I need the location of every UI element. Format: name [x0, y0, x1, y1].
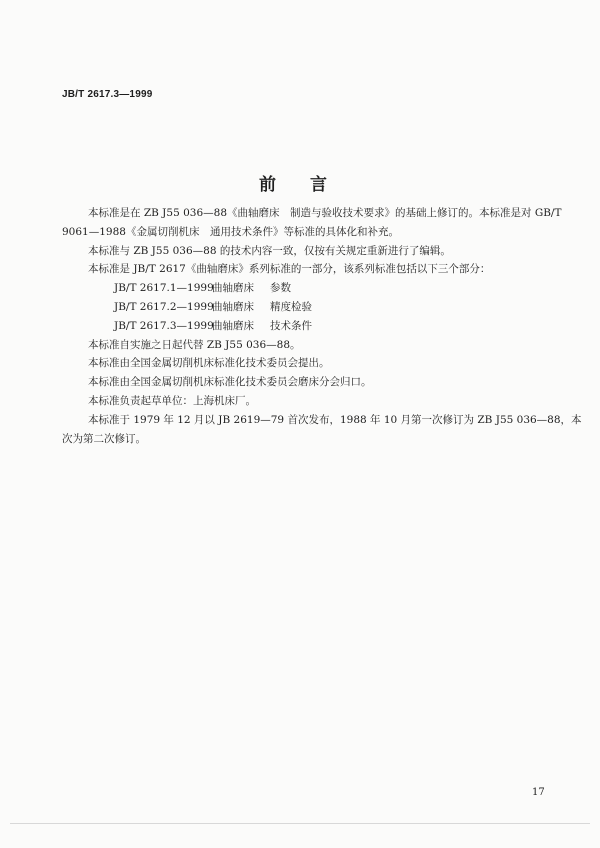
document-code-header: JB/T 2617.3—1999	[62, 89, 153, 100]
list-item	[62, 298, 552, 317]
foreword-body	[62, 204, 582, 448]
paragraph-line: 9061—1988《金属切削机床 通用技术条件》等标准的具体化和补充。	[62, 225, 399, 238]
scan-edge-divider	[10, 823, 590, 824]
paragraph-line: 本标准是在 ZB J55 036—88《曲轴磨床 制造与验收技术要求》的基础上修订的。本标准是对 GB/T	[88, 207, 562, 219]
paragraph-line: 次为第二次修订。	[62, 432, 146, 445]
paragraph-line: 本标准由全国金属切削机床标准化技术委员会提出。	[88, 357, 330, 370]
part-name: 曲轴磨床	[212, 319, 254, 332]
page-number: 17	[532, 787, 545, 798]
part-subtitle: 参数	[270, 282, 291, 295]
part-code: JB/T 2617.1—1999	[114, 282, 214, 295]
part-name: 曲轴磨床	[212, 282, 254, 295]
paragraph-line: 本标准与 ZB J55 036—88 的技术内容一致，仅按有关规定重新进行了编辑。	[88, 244, 451, 257]
part-subtitle: 技术条件	[270, 319, 312, 332]
paragraph-line: 本标准是 JB/T 2617《曲轴磨床》系列标准的一部分，该系列标准包括以下三个部分：	[88, 263, 491, 276]
paragraph-line: 本标准负责起草单位：上海机床厂。	[88, 394, 256, 407]
part-code: JB/T 2617.3—1999	[114, 319, 214, 332]
list-item	[62, 317, 552, 336]
part-name: 曲轴磨床	[212, 300, 254, 313]
paragraph-line: 本标准于 1979 年 12 月以 JB 2619—79 首次发布，1988 年 10 月第一次修订为 ZB J55 036—88，本	[88, 413, 582, 426]
part-subtitle: 精度检验	[270, 300, 312, 313]
part-code: JB/T 2617.2—1999	[114, 300, 214, 313]
page-title: 前 言	[259, 175, 341, 195]
paragraph-line: 本标准自实施之日起代替 ZB J55 036—88。	[88, 338, 301, 351]
paragraph-line: 本标准由全国金属切削机床标准化技术委员会磨床分会归口。	[88, 376, 372, 389]
list-item	[62, 279, 552, 298]
